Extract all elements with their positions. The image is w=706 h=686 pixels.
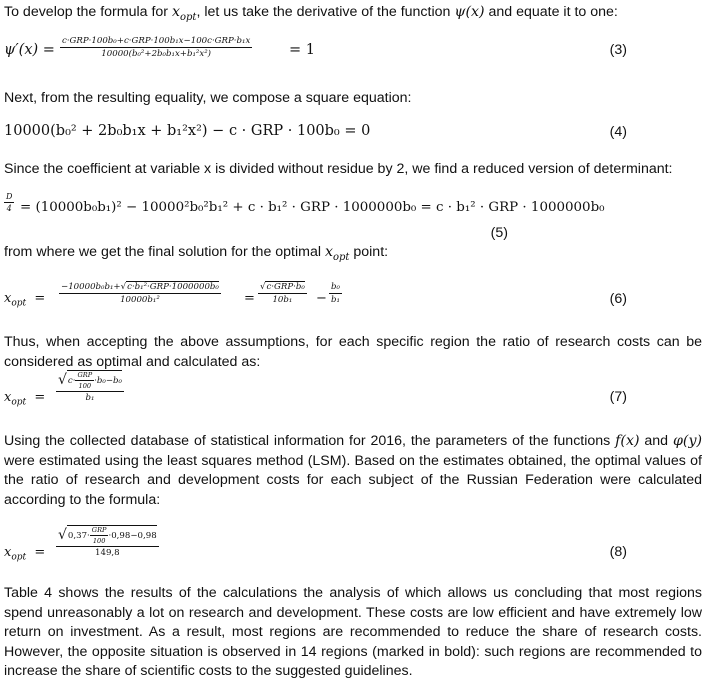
text: To develop the formula for — [4, 4, 172, 20]
eq5-expression: = (10000b₀b₁)² − 10000²b₀²b₁² + c · b₁² · GRP · 1000000b₀ = c · b₁² · GRP · 1000000b₀ — [20, 200, 605, 215]
eq7-inner-numerator: GRP — [77, 371, 93, 379]
eq8-denominator: 149,8 — [95, 548, 120, 558]
eq5-frac-numerator: D — [6, 192, 13, 201]
text: and — [639, 433, 673, 449]
eq6-num3: b₀ — [331, 282, 340, 292]
eq7-tail: ·b₀−b₀ — [94, 375, 122, 386]
eq6-number: (6) — [609, 291, 627, 307]
paragraph-table-4: Table 4 shows the results of the calculations the analysis of which allows us concluding that most regions spend unreasonably a lot on research and development. These costs are low efficient and have extremely low return on investment. As a result, most regions are recommended to reduce the share of research costs. However, the opposite situation is observed in 14 regions (marked in bold): such regions are recommended to increase the share of scientific costs to the suggested guidelines. — [4, 585, 702, 680]
eq6-num2-root: c·GRP·b₀ — [266, 282, 305, 292]
text: from where we get the final solution for the optimal — [4, 244, 325, 260]
equation-3 — [4, 32, 702, 72]
eq6-equals: = — [244, 291, 255, 306]
eq8-fraction: √ 0,37· $\frac{\text{GRP}}{100}$ ·0,98−0,98 149,8 — [58, 526, 157, 558]
eq7-lhs: $x_{opt}$ = — [4, 390, 46, 408]
text: Using the collected database of statistical information for 2016, the parameters of the functions — [4, 433, 616, 449]
eq3-fraction — [60, 36, 252, 59]
eq6-lhs: $x_{opt}$ = — [4, 291, 46, 309]
eq6-den1: 10000b₁² — [120, 295, 160, 305]
eq5-number: (5) — [490, 225, 508, 241]
eq8-lhs: $x_{opt}$ = — [4, 545, 46, 563]
equation-6 — [4, 280, 702, 318]
eq6-fraction-3 — [329, 282, 342, 305]
eq5-fraction — [4, 192, 14, 213]
eq3-lhs: ψ′(x) = — [4, 42, 55, 58]
eq6-fraction-1: $\frac{\text{−10000b₀b₁+√c·b₁²·GRP·1000000b₀}}{\text{10000b₁²}}$ — [61, 282, 219, 305]
equation-4 — [4, 120, 702, 146]
paragraph-determinant: Since the coefficient at variable x is divided without residue by 2, we find a reduced version of determinant: — [4, 161, 673, 177]
text: and equate it to one: — [484, 4, 618, 20]
eq7-inner-denominator: 100 — [78, 382, 92, 390]
eq8-inner-numerator: GRP — [91, 526, 107, 534]
paragraph-intro — [4, 3, 702, 27]
eq5-frac-denominator: 4 — [6, 204, 12, 213]
eq4-expression: 10000(b₀² + 2b₀b₁x + b₁²x²) − c · GRP · 100b₀ = 0 — [4, 123, 371, 139]
equation-7 — [4, 370, 702, 418]
paragraph-lsm — [4, 432, 702, 510]
eq8-number: (8) — [609, 544, 627, 560]
psi-symbol: ψ(x) — [454, 4, 485, 20]
eq8-tail: ·0,98−0,98 — [108, 530, 157, 541]
f-symbol: f(x) — [615, 433, 640, 449]
paragraph-assumptions: Thus, when accepting the above assumptions, for each specific region the ratio of research costs can be considered as optimal and calculated as: — [4, 334, 702, 370]
phi-symbol: φ(y) — [672, 433, 702, 449]
x-opt-symbol: $x_{opt}$ — [171, 4, 197, 23]
eq3-numerator: c·GRP·100b₀+c·GRP·100b₁x−100c·GRP·b₁x — [62, 36, 251, 46]
equation-5 — [4, 192, 702, 242]
eq6-minus: − — [316, 291, 327, 306]
eq6-den3: b₁ — [331, 295, 340, 305]
eq3-rhs: = 1 — [289, 42, 315, 58]
text: were estimated using the least squares method (LSM). Based on the estimates obtained, the optimal values of the ratio of research and development costs for each subject of the Russian Federation were calculated according to the formula: — [4, 452, 702, 508]
paragraph-final-solution — [4, 243, 702, 267]
eq6-num1-root: c·b₁²·GRP·1000000b₀ — [127, 282, 219, 292]
text: , let us take the derivative of the function — [196, 4, 455, 20]
eq6-num1-part: −10000b₀b₁+ — [61, 282, 121, 292]
paragraph-square-equation: Next, from the resulting equality, we compose a square equation: — [4, 90, 412, 106]
equation-8 — [4, 525, 702, 573]
eq8-inner-denominator: 100 — [92, 537, 106, 545]
x-opt-symbol: $x_{opt}$ — [324, 244, 350, 263]
text: point: — [349, 244, 389, 260]
eq3-denominator: 10000(b₀²+2b₀b₁x+b₁²x²) — [101, 49, 212, 59]
eq7-denominator: b₁ — [85, 393, 95, 403]
eq7-number: (7) — [609, 389, 627, 405]
eq6-den2: 10b₁ — [272, 295, 293, 305]
eq8-coef: 0,37· — [67, 530, 90, 541]
eq6-fraction-2: $\frac{\text{√c·GRP·b₀}}{\text{10b₁}}$ — [260, 282, 305, 305]
eq7-fraction: √ c· $\frac{\text{GRP}}{100}$ ·b₀−b₀ b₁ — [58, 371, 122, 403]
eq7-c: c· — [67, 375, 76, 386]
eq4-number: (4) — [609, 124, 627, 140]
eq3-number: (3) — [609, 42, 627, 58]
